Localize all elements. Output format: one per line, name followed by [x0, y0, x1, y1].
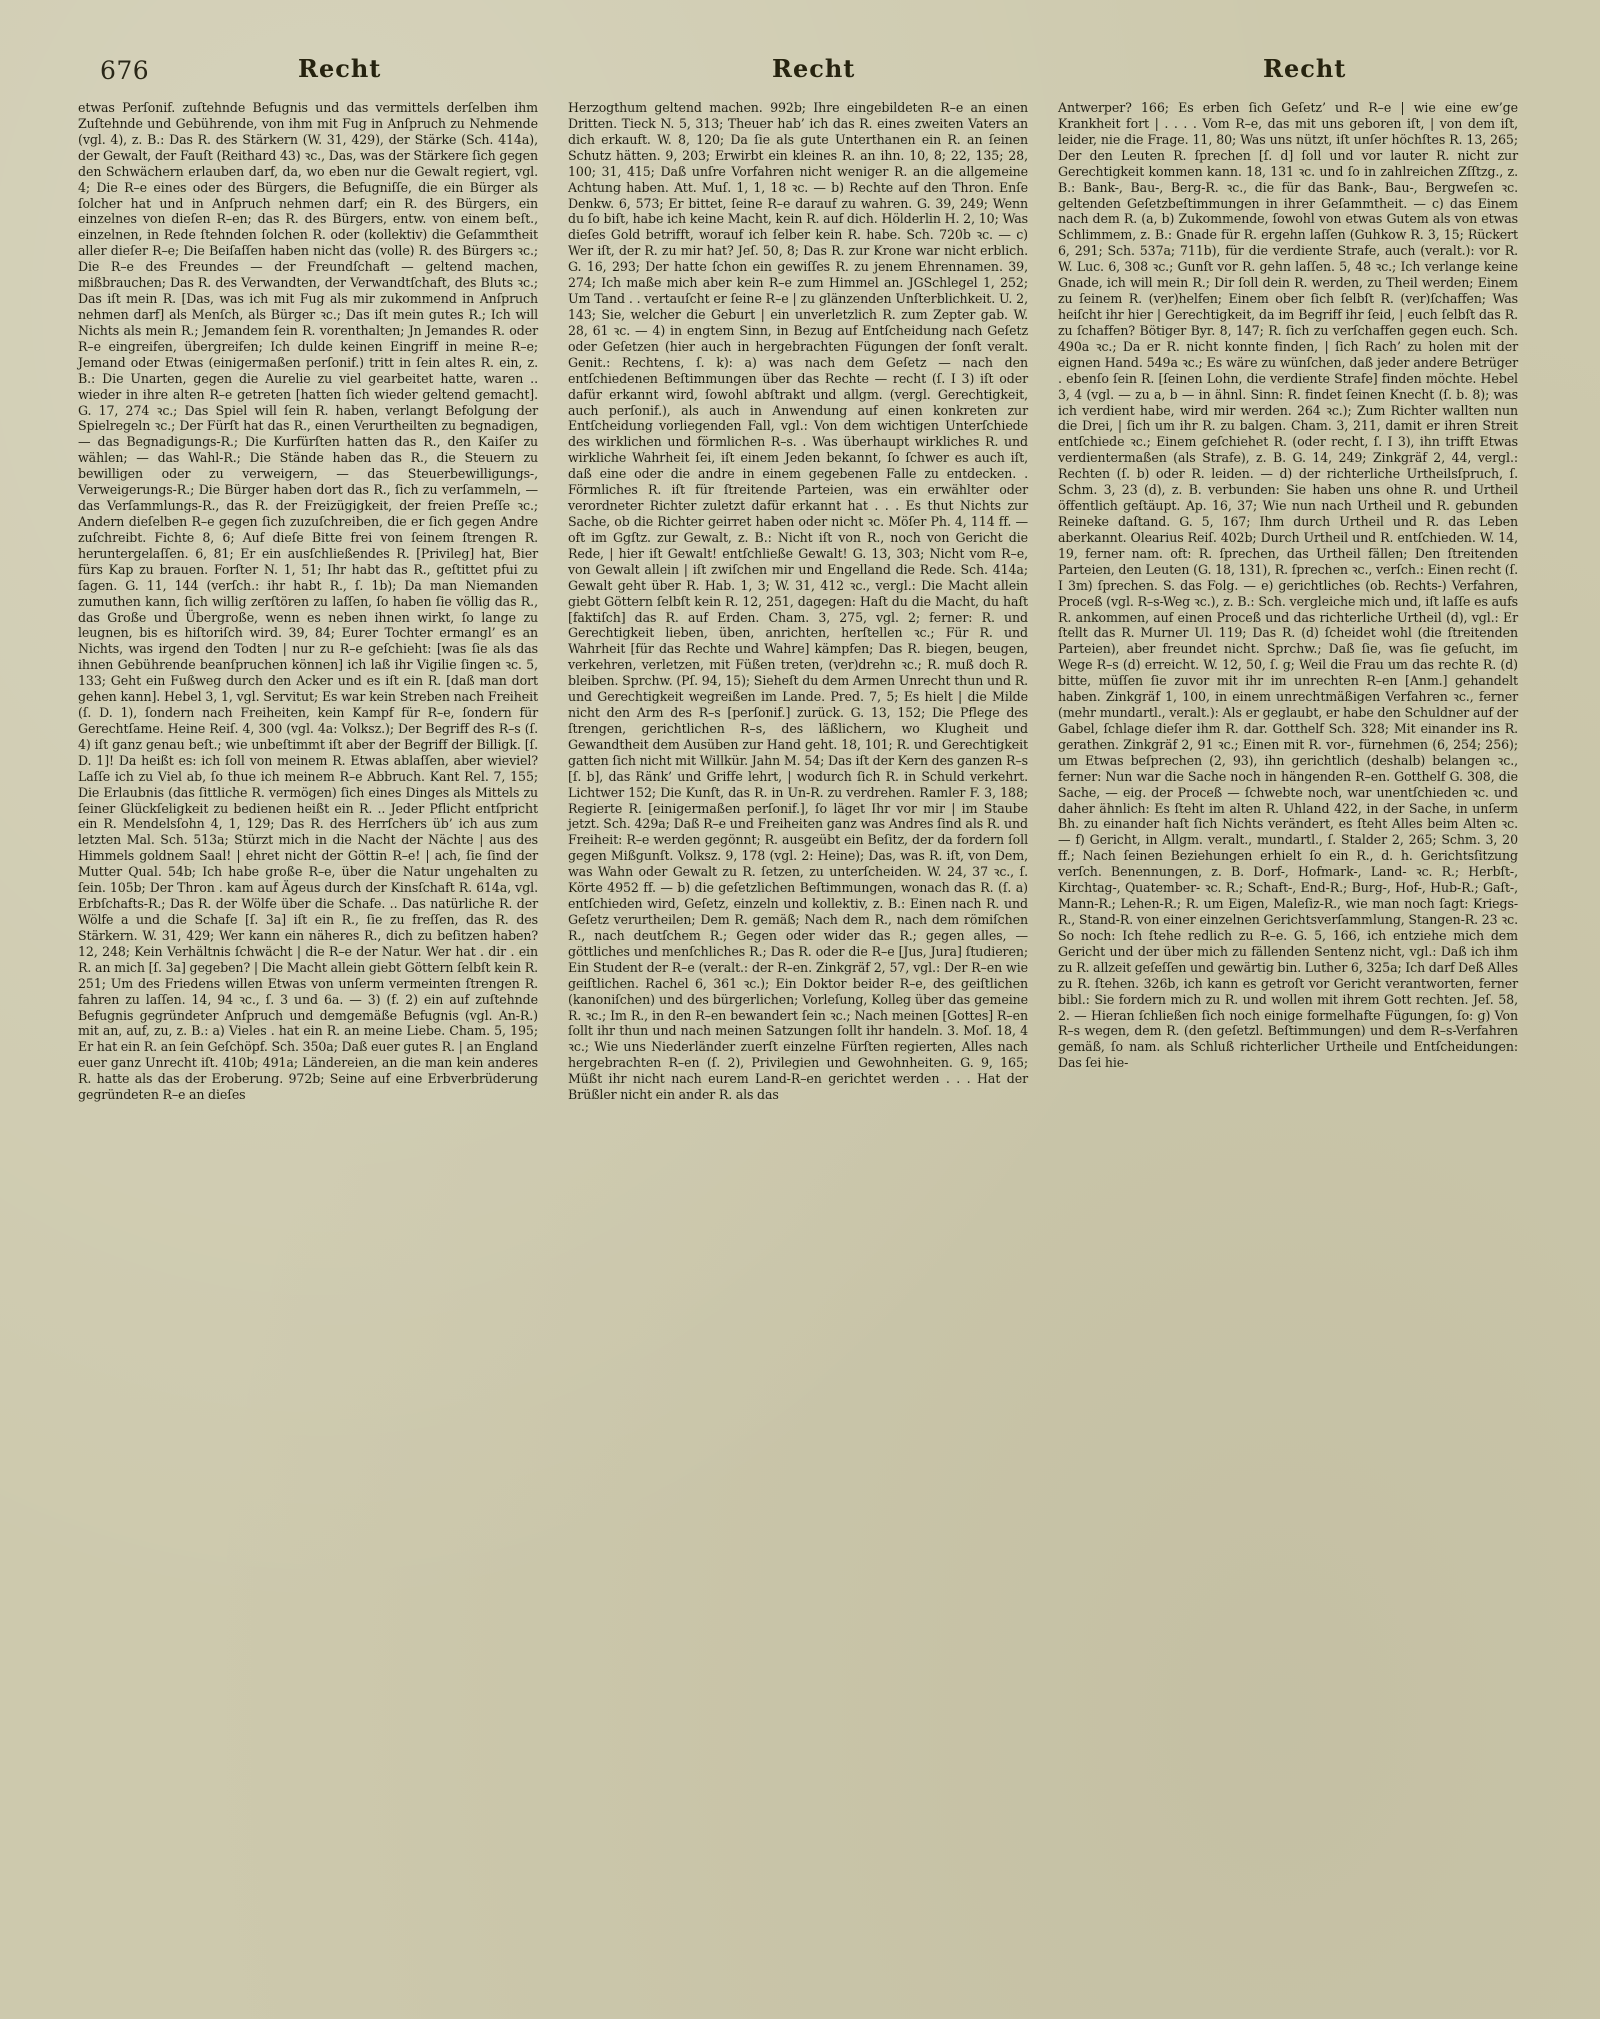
- page-number: 676: [100, 56, 150, 85]
- column-3: [1058, 100, 1518, 1980]
- column-2: [568, 100, 1028, 1980]
- running-head-right: Recht: [1263, 54, 1347, 83]
- column-2-text: Herzogthum geltend machen. 992b; Ihre eingebildeten R–e an einen Dritten. Tieck N. 5, 313; Theuer hab’ ich das R. eines zweiten Vaters an dich erkauft. W. 8, 120; Da ſie als gute Unterthanen ein R. an ſeinen Schutz hätten. 9, 203; Erwirbt ein kleines R. an ihn. 10, 8; 22, 135; 28, 100; 31, 415; Daß unſre Vorfahren nicht weniger R. an die allgemeine Achtung haben. Att. Muſ. 1, 1, 18 ꝛc. — b) Rechte auf den Thron. Enſe Denkw. 6, 573; Er bittet, ſeine R–e darauf zu wahren. G. 39, 249; Wenn du ſo biſt, habe ich keine Macht, kein R. auf dich. Hölderlin H. 2, 10; Was dieſes Gold betrifft, worauf ich ſelber kein R. habe. Sch. 720b ꝛc. — c) Wer iſt, der R. zu mir hat? Jeſ. 50, 8; Das R. zur Krone war nicht erblich. G. 16, 293; Der hatte ſchon ein gewiſſes R. zu jenem Ehrennamen. 39, 274; Ich maße mich aber kein R–e zum Himmel an. JGSchlegel 1, 252; Um Tand . . vertauſcht er ſeine R–e | zu glänzenden Unſterblichkeit. U. 2, 143; Sie, welcher die Geburt | ein unverletzlich R. zum Zepter gab. W. 28, 61 ꝛc. — 4) in engtem Sinn, in Bezug auf Entſcheidung nach Geſetz oder Geſetzen (hier auch in hergebrachten Fügungen der ſonſt veralt. Genit.: Rechtens, ſ. k): a) was nach dem Geſetz — nach den entſchiedenen Beſtimmungen über das Rechte — recht (ſ. I 3) iſt oder dafür erkannt wird, ſowohl abſtrakt und allgm. (vergl. Gerechtigkeit, auch perſonif.), als auch in Anwendung auf einen konkreten zur Entſcheidung vorliegenden Fall, vgl.: Von dem wichtigen Unterſchiede des wirklichen und förmlichen R–s. . Was überhaupt wirkliches R. und wirkliche Wahrheit ſei, iſt einem Jeden bekannt, ſo ſchwer es auch iſt, daß eine oder die andre in einem gegebenen Falle zu entdecken. . Förmliches R. iſt für ſtreitende Parteien, was ein erwählter oder verordneter Richter zuletzt dafür erkannt hat . . . Es thut Nichts zur Sache, ob die Richter geirret haben oder nicht ꝛc. Möſer Ph. 4, 114 ff. — oft im Ggſtz. zur Gewalt, z. B.: Nicht iſt von R., noch von Gericht die Rede, | hier iſt Gewalt! entſchließe Gewalt! G. 13, 303; Nicht vom R–e, von Gewalt allein | iſt zwiſchen mir und Engelland die Rede. Sch. 414a; Gewalt geht über R. Hab. 1, 3; W. 31, 412 ꝛc., vergl.: Die Macht allein giebt Göttern ſelbſt kein R. 12, 251, dagegen: Haſt du die Macht, du haſt [faktiſch] das R. auf Erden. Cham. 3, 275, vgl. 2; ferner: R. und Gerechtigkeit lieben, üben, anrichten, herſtellen ꝛc.; Für R. und Wahrheit [für das Rechte und Wahre] kämpfen; Das R. biegen, beugen, verkehren, verletzen, mit Füßen treten, (ver)drehn ꝛc.; R. muß doch R. bleiben. Sprchw. (Pſ. 94, 15); Sieheſt du dem Armen Unrecht thun und R. und Gerechtigkeit wegreißen im Lande. Pred. 7, 5; Es hielt | die Milde nicht den Arm des R–s [perſonif.] zurück. G. 13, 152; Die Pflege des ſtrengen, gerichtlichen R–s, des läßlichern, wo Klugheit und Gewandtheit dem Ausüben zur Hand geht. 18, 101; R. und Gerechtigkeit gatten ſich nicht mit Willkür. Jahn M. 54; Das iſt der Kern des ganzen R–s [ſ. b], das Ränk’ und Griffe lehrt, | wodurch ſich R. in Schuld verkehrt. Lichtwer 152; Die Kunſt, das R. in Un-R. zu verdrehen. Ramler F. 3, 188; Regierte R. [einigermaßen perſonif.], ſo läget Ihr vor mir | im Staube jetzt. Sch. 429a; Daß R–e und Freiheiten ganz was Andres ſind als R. und Freiheit: R–e werden gegönnt; R. ausgeübt ein Beſitz, der da fordern ſoll gegen Mißgunſt. Volksz. 9, 178 (vgl. 2: Heine); Das, was R. iſt, von Dem, was Wahn oder Gewalt zu R. ſetzen, zu unterſcheiden. W. 24, 37 ꝛc., ſ. Körte 4952 ff. — b) die geſetzlichen Beſtimmungen, wonach das R. (ſ. a) entſchieden wird, Geſetz, einzeln und kollektiv, z. B.: Einen nach R. und Geſetz verurtheilen; Dem R. gemäß; Nach dem R., nach dem römiſchen R., nach deutſchem R.; Gegen oder wider das R.; gegen alles, — göttliches und menſchliches R.; Das R. oder die R–e [Jus, Jura] ſtudieren; Ein Student der R–e (veralt.: der R–en. Zinkgräf 2, 57, vgl.: Der R–en wie geiſtlichen. Rachel 6, 361 ꝛc.); Ein Doktor beider R–e, des geiſtlichen (kanoniſchen) und des bürgerlichen; Vorleſung, Kolleg über das gemeine R. ꝛc.; Im R., in den R–en bewandert ſein ꝛc.; Nach meinen [Gottes] R–en ſollt ihr thun und nach meinen Satzungen ſollt ihr handeln. 3. Moſ. 18, 4 ꝛc.; Wie uns Niederländer zuerſt einzelne Fürſten regierten, Alles nach hergebrachten R–en (ſ. 2), Privilegien und Gewohnheiten. G. 9, 165; Müßt ihr nicht nach eurem Land-R–en gerichtet werden . . . Hat der Brüßler nicht ein ander R. als das: [568, 100, 1028, 1103]
- text-columns: [78, 100, 1530, 1980]
- column-1-text: etwas Perſonif. zuſtehnde Befugnis und das vermittels derſelben ihm Zuſtehnde und Gebührende, von ihm mit Fug in Anſpruch zu Nehmende (vgl. 4), z. B.: Das R. des Stärkern (W. 31, 429), der Stärke (Sch. 414a), der Gewalt, der Fauſt (Reithard 43) ꝛc., Das, was der Stärkere ſich gegen den Schwächern erlauben darf, da, wo eben nur die Gewalt regiert, vgl. 4; Die R–e eines oder des Bürgers, die Befugniſſe, die ein Bürger als ſolcher hat und in Anſpruch nehmen darf; ein R. des Bürgers, ein einzelnes von dieſen R–en; das R. des Bürgers, entw. von einem beſt., einzelnen, in Rede ſtehnden ſolchen R. oder (kollektiv) die Geſammtheit aller dieſer R–e; Die Beiſaſſen haben nicht das (volle) R. des Bürgers ꝛc.; Die R–e des Freundes — der Freundſchaft — geltend machen, mißbrauchen; Das R. des Verwandten, der Verwandtſchaft, des Bluts ꝛc.; Das iſt mein R. [Das, was ich mit Fug als mir zukommend in Anſpruch nehmen darf] als Menſch, als Bürger ꝛc.; Das iſt mein gutes R.; Ich will Nichts als mein R.; Jemandem ſein R. vorenthalten; Jn Jemandes R. oder R–e eingreifen, übergreifen; Ich dulde keinen Eingriff in meine R–e; Jemand oder Etwas (einigermaßen perſonif.) tritt in ſein altes R. ein, z. B.: Die Unarten, gegen die Aurelie zu viel gearbeitet hatte, waren .. wieder in ihre alten R–e getreten [hatten ſich wieder geltend gemacht]. G. 17, 274 ꝛc.; Das Spiel will ſein R. haben, verlangt Befolgung der Spielregeln ꝛc.; Der Fürſt hat das R., einen Verurtheilten zu begnadigen, — das Begnadigungs-R.; Die Kurfürſten hatten das R., den Kaiſer zu wählen; — das Wahl-R.; Die Stände haben das R., die Steuern zu bewilligen oder zu verweigern, — das Steuerbewilligungs-, Verweigerungs-R.; Die Bürger haben dort das R., ſich zu verſammeln, — das Verſammlungs-R., das R. der Freizügigkeit, der freien Preſſe ꝛc.; Andern dieſelben R–e gegen ſich zuzuſchreiben, die er ſich gegen Andre zuſchreibt. Fichte 8, 6; Auf dieſe Bitte frei von ſeinem ſtrengen R. heruntergelaſſen. 6, 81; Er ein ausſchließendes R. [Privileg] hat, Bier fürs Kap zu brauen. Forſter N. 1, 51; Ihr habt das R., geſtittet pfui zu ſagen. G. 11, 144 (verſch.: ihr habt R., ſ. 1b); Da man Niemanden zumuthen kann, ſich willig zerſtören zu laſſen, ſo haben ſie völlig das R., das Große und Übergroße, wenn es neben ihnen wirkt, ſo lange zu leugnen, bis es hiſtoriſch wird. 39, 84; Eurer Tochter ermangl’ es an Nichts, was irgend den Todten | nur zu R–e geſchieht: [was ſie als das ihnen Gebührende beanſpruchen können] ich laß ihr Vigilie ſingen ꝛc. 5, 133; Geht ein Fußweg durch den Acker und es iſt ein R. [daß man dort gehen kann]. Hebel 3, 1, vgl. Servitut; Es war kein Streben nach Freiheit (ſ. D. 1), ſondern nach Freiheiten, kein Kampf für R–e, ſondern für Gerechtſame. Heine Reiſ. 4, 300 (vgl. 4a: Volksz.); Der Begriff des R–s (ſ. 4) iſt ganz genau beſt.; wie unbeſtimmt iſt aber der Begriff der Billigk. [ſ. D. 1]! Da heißt es: ich ſoll von meinem R. Etwas ablaſſen, aber wieviel? Laſſe ich zu Viel ab, ſo thue ich meinem R–e Abbruch. Kant Rel. 7, 155; Die Erlaubnis (das ſittliche R. vermögen) ſich eines Dinges als Mittels zu ſeiner Glückſeligkeit zu bedienen heißt ein R. .. Jeder Pflicht entſpricht ein R. Mendelsſohn 4, 1, 129; Das R. des Herrſchers üb’ ich aus zum letzten Mal. Sch. 513a; Stürzt mich in die Nacht der Nächte | aus des Himmels goldnem Saal! | ehret nicht der Göttin R–e! | ach, ſie ſind der Mutter Qual. 54b; Ich habe große R–e, über die Natur ungehalten zu ſein. 105b; Der Thron . kam auf Ägeus durch der Kinsſchaft R. 614a, vgl. Erbſchafts-R.; Das R. der Wölfe über die Schafe. .. Das natürliche R. der Wölfe a und die Schafe [ſ. 3a] iſt ein R., ſie zu freſſen, das R. des Stärkern. W. 31, 429; Wer kann ein näheres R., dich zu beſitzen haben? 12, 248; Kein Verhältnis ſchwächt | die R–e der Natur. Wer hat . dir . ein R. an mich [ſ. 3a] gegeben? | Die Macht allein giebt Göttern ſelbſt kein R. 251; Um des Friedens willen Etwas von unſerm vermeinten ſtrengen R. fahren zu laſſen. 14, 94 ꝛc., ſ. 3 und 6a. — 3) (f. 2) ein auf zuſtehnde Befugnis gegründeter Anſpruch und demgemäße Befugnis (vgl. An-R.) mit an, auf, zu, z. B.: a) Vieles . hat ein R. an meine Liebe. Cham. 5, 195; Er hat ein R. an ſein Geſchöpf. Sch. 350a; Daß euer gutes R. | an England euer ganz Unrecht iſt. 410b; 491a; Ländereien, an die man kein anderes R. hatte als das der Eroberung. 972b; Seine auf eine Erbverbrüderung gegründeten R–e an dieſes: [78, 100, 538, 1103]
- running-head-left: Recht: [298, 54, 382, 83]
- column-3-text: Antwerper? 166; Es erben ſich Geſetz’ und R–e | wie eine ew’ge Krankheit fort | . . . . Vom R–e, das mit uns geboren iſt, | von dem iſt, leider, nie die Frage. 11, 80; Was uns nützt, iſt unſer höchſtes R. 13, 265; Der den Leuten R. ſprechen [ſ. d] ſoll und vor lauter R. nicht zur Gerechtigkeit kommen kann. 18, 131 ꝛc. und ſo in zahlreichen Zſſtzg., z. B.: Bank-, Bau-, Berg-R. ꝛc., die für das Bank-, Bau-, Bergweſen ꝛc. geltenden Geſetzbeſtimmungen in ihrer Geſammtheit. — c) das Einem nach dem R. (a, b) Zukommende, ſowohl von etwas Gutem als von etwas Schlimmem, z. B.: Gnade für R. ergehn laſſen (Guhkow R. 3, 15; Rückert 6, 291; Sch. 537a; 711b), für die verdiente Strafe, auch (veralt.): vor R. W. Luc. 6, 308 ꝛc.; Gunſt vor R. gehn laſſen. 5, 48 ꝛc.; Ich verlange keine Gnade, ich will mein R.; Dir ſoll dein R. werden, zu Theil werden; Einem zu ſeinem R. (ver)helfen; Einem ober ſich ſelbſt R. (ver)ſchaffen; Was heiſcht ihr hier | Gerechtigkeit, da im Begriff ihr ſeid, | euch ſelbſt das R. zu ſchaffen? Bötiger Byr. 8, 147; R. ſich zu verſchaffen gegen euch. Sch. 490a ꝛc.; Da er R. nicht konnte finden, | ſich Rach’ zu holen mit der eignen Hand. 549a ꝛc.; Es wäre zu wünſchen, daß jeder andere Betrüger . ebenſo ſein R. [ſeinen Lohn, die verdiente Strafe] finden möchte. Hebel 3, 4 (vgl. — zu a, b — in ähnl. Sinn: R. findet ſeinen Knecht (ſ. b. 8); was ich verdient habe, wird mir werden. 264 ꝛc.); Zum Richter wallten nun die Drei, | ſich um ihr R. zu balgen. Cham. 3, 211, damit er ihren Streit entſchiede ꝛc.; Einem geſchiehet R. (oder recht, ſ. I 3), ihn trifft Etwas verdientermaßen (als Strafe), z. B. G. 14, 249; Zinkgräf 2, 44, vergl.: Rechten (ſ. b) oder R. leiden. — d) der richterliche Urtheilsſpruch, ſ. Schm. 3, 23 (d), z. B. verbunden: Sie haben uns ohne R. und Urtheil öffentlich geſtäupt. Ap. 16, 37; Wie nun nach Urtheil und R. gebunden Reineke daſtand. G. 5, 167; Ihm durch Urtheil und R. das Leben aberkannt. Olearius Reiſ. 402b; Durch Urtheil und R. entſchieden. W. 14, 19, ferner nam. oft: R. ſprechen, das Urtheil fällen; Den ſtreitenden Parteien, den Leuten (G. 18, 131), R. ſprechen ꝛc., verſch.: Einen recht (ſ. I 3m) ſprechen. S. das Folg. — e) gerichtliches (ob. Rechts-) Verfahren, Proceß (vgl. R–s-Weg ꝛc.), z. B.: Sch. vergleiche mich und, iſt laſſe es aufs R. ankommen, auf einen Proceß und das richterliche Urtheil (d), vgl.: Er ſtellt das R. Murner Ul. 119; Das R. (d) ſcheidet wohl (die ſtreitenden Parteien), aber freundet nicht. Sprchw.; Daß ſie, was ſie geſucht, im Wege R–s (d) erreicht. W. 12, 50, ſ. g; Weil die Frau um das rechte R. (d) bitte, müſſen ſie zuvor mit ihr im unrechten R–en [Anm.] gehandelt haben. Zinkgräf 1, 100, in einem unrechtmäßigen Verfahren ꝛc., ferner (mehr mundartl., veralt.): Als er geglaubt, er habe den Schuldner auf der Gabel, ſchlage dieſer ihm R. dar. Gotthelf Sch. 328; Mit einander ins R. gerathen. Zinkgräf 2, 91 ꝛc.; Einen mit R. vor-, fürnehmen (6, 254; 256); um Etwas beſprechen (2, 93), ihn gerichtlich (deshalb) belangen ꝛc., ferner: Nun war die Sache noch in hängenden R–en. Gotthelf G. 308, die Sache, — eig. der Proceß — ſchwebte noch, war unentſchieden ꝛc. und daher ähnlich: Es ſteht im alten R. Uhland 422, in der Sache, in unſerm Bh. zu einander haſt ſich Nichts verändert, es ſteht Alles beim Alten ꝛc. — f) Gericht, in Allgm. veralt., mundartl., ſ. Stalder 2, 265; Schm. 3, 20 ff.; Nach ſeinen Beziehungen erhielt ſo ein R., d. h. Gerichtsſitzung verſch. Benennungen, z. B. Dorf-, Hofmark-, Land- ꝛc. R.; Herbſt-, Kirchtag-, Quatember- ꝛc. R.; Schaft-, End-R.; Burg-, Hof-, Hub-R.; Gaſt-, Mann-R.; Lehen-R.; R. um Eigen, Maleſiz-R., wie man noch ſagt: Kriegs-R., Stand-R. von einer einzelnen Gerichtsverſammlung, Stangen-R. 23 ꝛc. So noch: Ich ſtehe redlich zu R–e. G. 5, 166, ich entziehe mich dem Gericht und der über mich zu fällenden Sentenz nicht, vgl.: Daß ich ihm zu R. allzeit geſeſſen und gewärtig bin. Luther 6, 325a; Ich darf Deß Alles zu R. ſtehen. 326b, ich kann es getroſt vor Gericht verantworten, ferner bibl.: Sie fordern mich zu R. und wollen mit ihrem Gott rechten. Jeſ. 58, 2. — Hieran ſchließen ſich noch einige formelhafte Fügungen, ſo: g) Von R–s wegen, dem R. (den geſetzl. Beſtimmungen) und dem R–s-Verfahren gemäß, ſo nam. als Schluß richterlicher Urtheile und Entſcheidungen: Das ſei hie-: [1058, 100, 1518, 1071]
- page-header: [78, 42, 1530, 94]
- running-head-center: Recht: [772, 54, 856, 83]
- column-1: [78, 100, 538, 1980]
